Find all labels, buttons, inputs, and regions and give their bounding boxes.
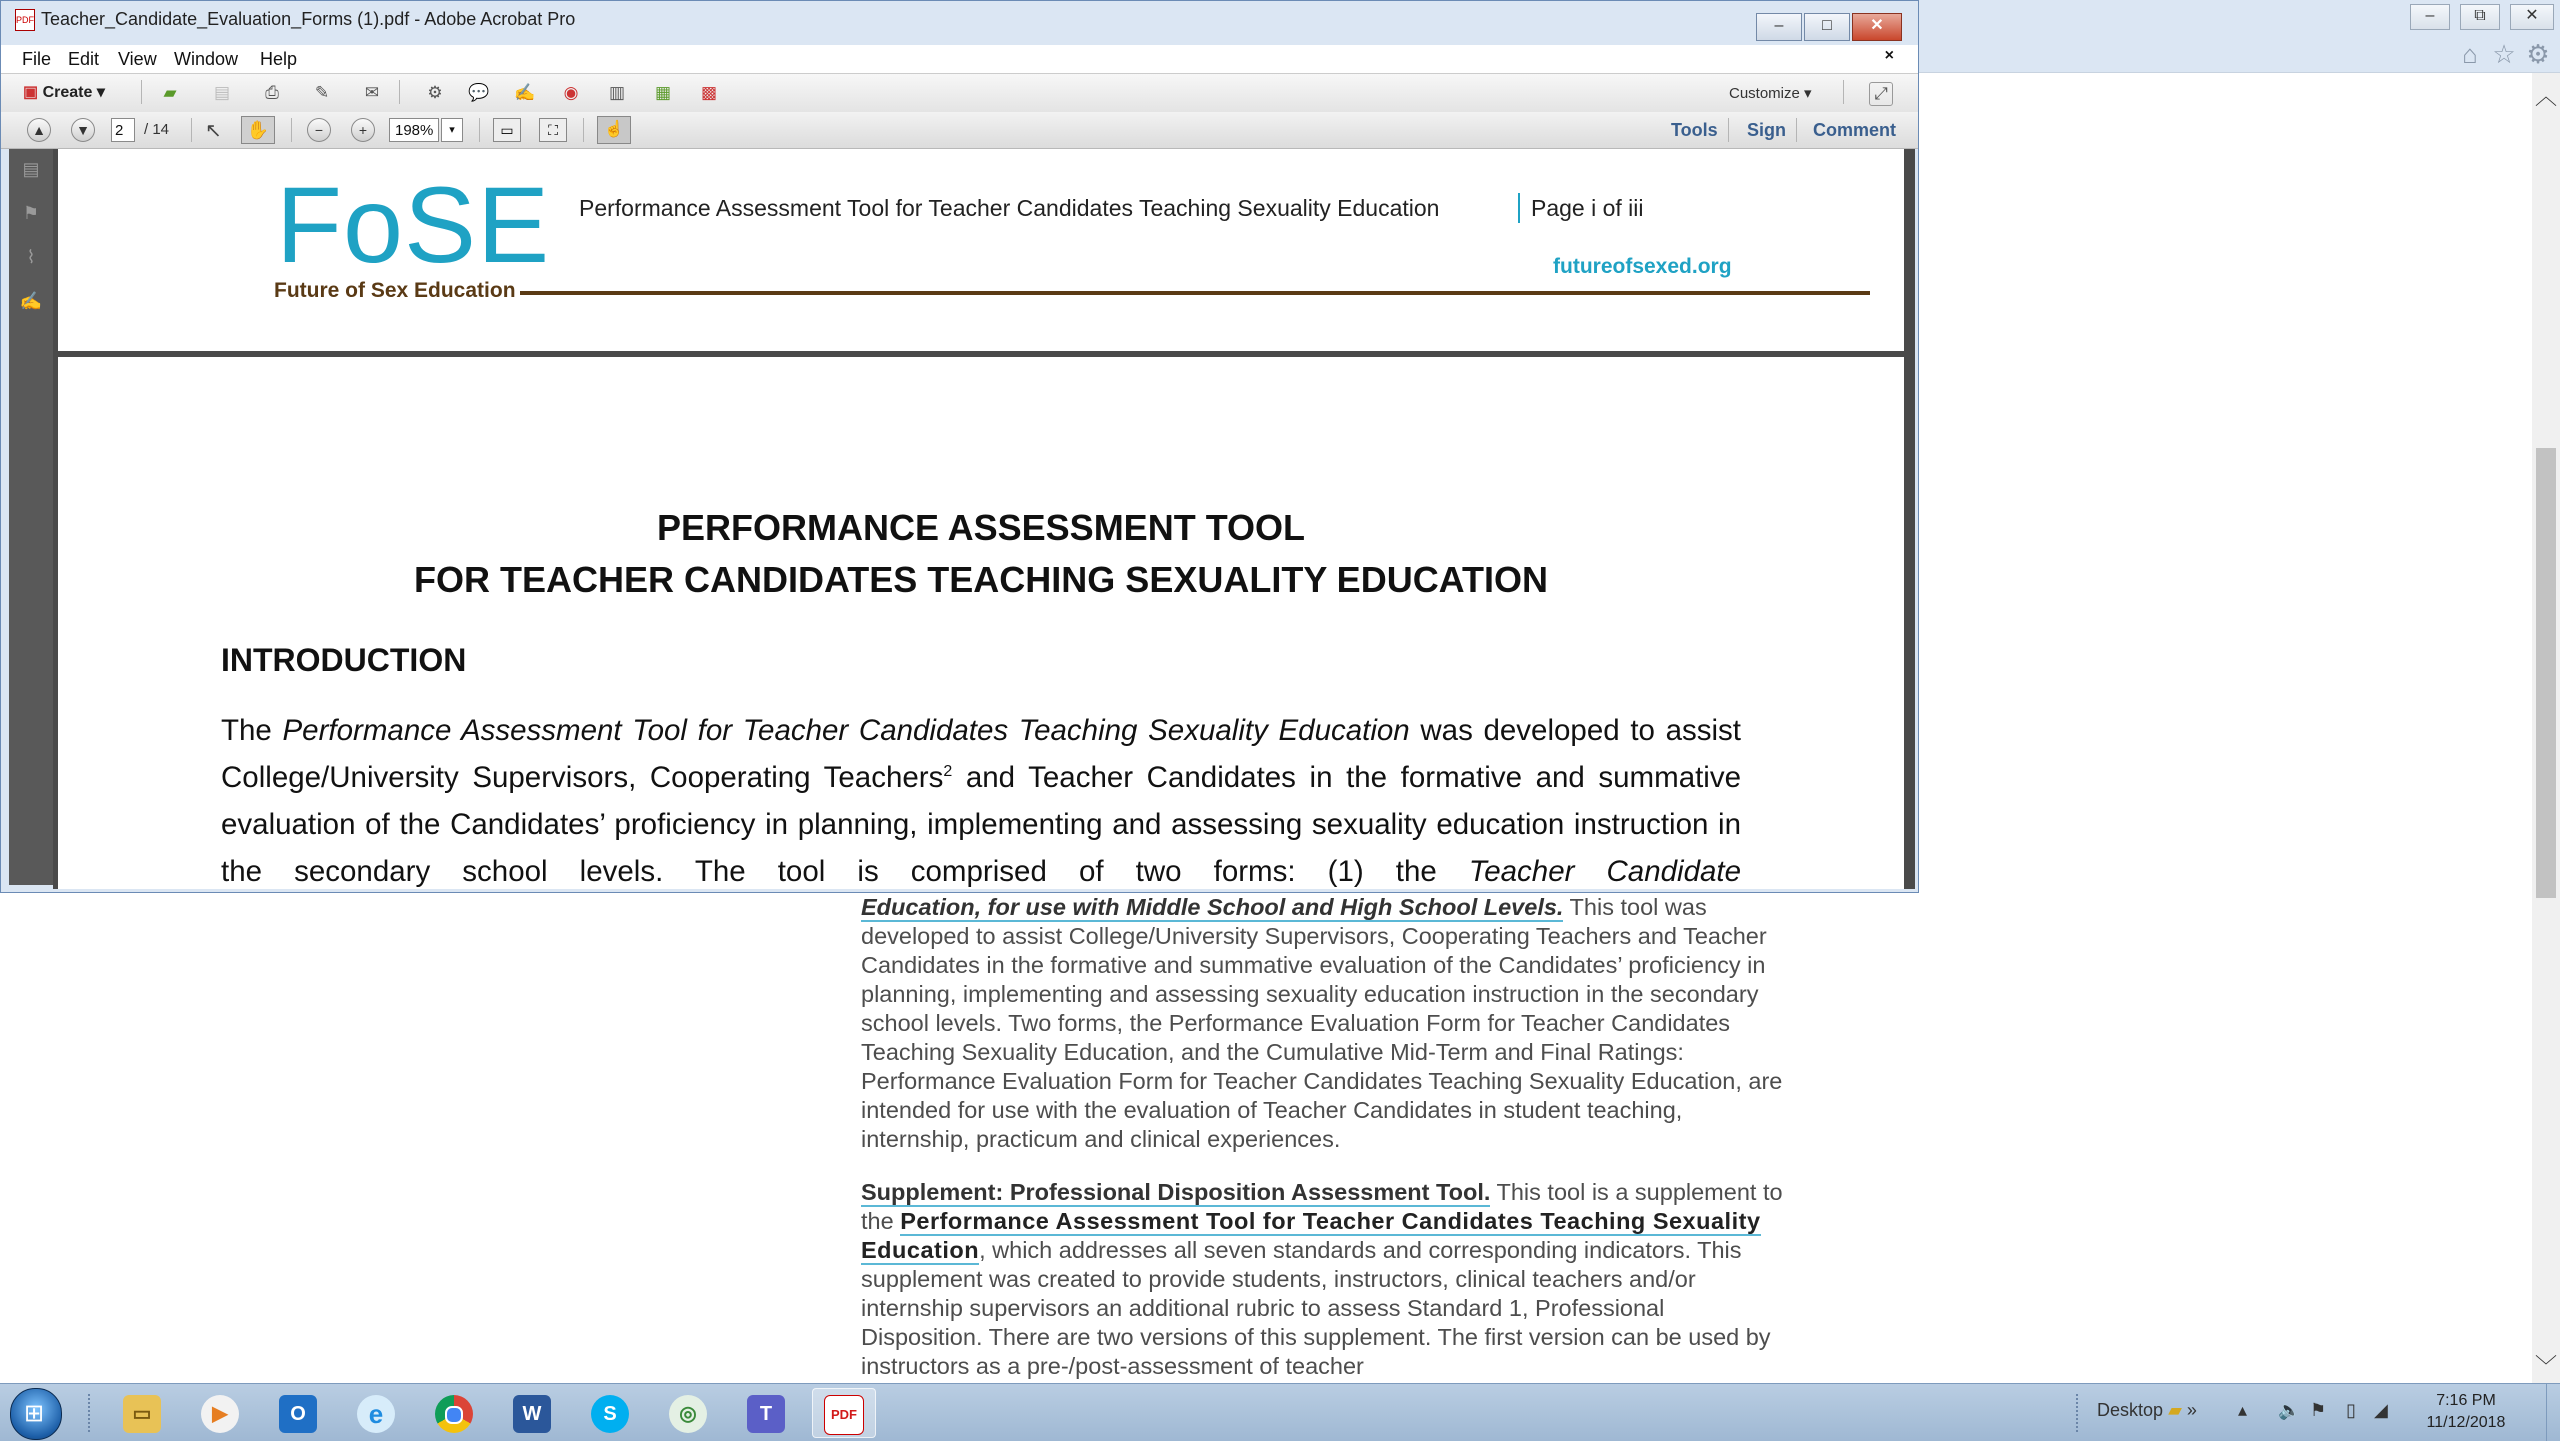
acrobat-window xyxy=(0,0,1919,893)
browser-scrollbar[interactable] xyxy=(2532,73,2560,1383)
favorites-star-icon[interactable]: ☆ xyxy=(2492,39,2516,69)
zoom-out-icon[interactable]: − xyxy=(307,118,331,142)
signatures-icon[interactable]: ✍ xyxy=(19,291,43,311)
header-page-number: Page i of iii xyxy=(1531,195,1644,221)
acrobat-pdf-icon: PDF xyxy=(824,1395,864,1435)
expand-icon[interactable]: ⤢ xyxy=(1869,82,1893,106)
header-url-link[interactable]: futureofsexed.org xyxy=(1553,255,1732,278)
system-clock[interactable] xyxy=(2406,1390,2526,1434)
web-paragraph-2-text-b: , which addresses all seven standards and corresponding indicators. This supplement was created to provide students, instructors, clinical teachers and/or internship supervisors an additional rubric to assess Standard 1, Professional Disposition. There are two versions of this supplement. The first version can be used by instructors as a pre-/post-assessment of teacher xyxy=(861,1237,1771,1379)
document-heading-line-2: FOR TEACHER CANDIDATES TEACHING SEXUALITY EDUCATION xyxy=(413,559,1549,600)
stamp-icon[interactable]: ◉ xyxy=(563,83,579,102)
taskbar-chrome[interactable] xyxy=(422,1388,486,1438)
menu-help[interactable]: Help xyxy=(260,49,298,69)
browser-minimize-button[interactable]: – xyxy=(2410,4,2450,30)
redact-icon[interactable]: ▩ xyxy=(700,83,718,102)
show-hidden-icons-icon[interactable]: ▴ xyxy=(2238,1400,2248,1420)
scroll-up-arrow-icon[interactable]: ︿ xyxy=(2534,84,2557,109)
toolbar-separator xyxy=(399,80,400,104)
taskbar-grip xyxy=(2076,1394,2086,1432)
web-link-supplement[interactable]: Supplement: Professional Disposition Assessment Tool. xyxy=(861,1179,1491,1205)
acrobat-close-button[interactable]: ✕ xyxy=(1852,13,1902,41)
chrome-icon xyxy=(435,1395,473,1433)
navigation-toolbar xyxy=(1,112,1918,149)
edit-pen-icon[interactable]: ✎ xyxy=(314,83,330,102)
intro-italic-form-name: Teacher Candidate xyxy=(1468,855,1741,888)
windows-logo-icon: ⊞ xyxy=(24,1400,45,1427)
desktop-label: Desktop xyxy=(2097,1400,2164,1420)
show-desktop-button[interactable] xyxy=(2546,1384,2560,1441)
taskbar-acrobat[interactable] xyxy=(812,1388,876,1438)
previous-page-icon[interactable]: ▲ xyxy=(27,118,51,142)
introduction-paragraph xyxy=(221,707,1741,889)
network-globe-icon: ◎ xyxy=(669,1395,707,1433)
menu-file[interactable]: File xyxy=(22,49,52,69)
main-toolbar xyxy=(1,73,1918,113)
taskbar-file-explorer[interactable] xyxy=(110,1388,174,1438)
intro-text-b: was developed to assist College/University Supervisors, Cooperating Teachers xyxy=(221,714,1741,794)
pdf-page-content xyxy=(58,357,1904,889)
scroll-down-arrow-icon[interactable]: ﹀ xyxy=(2534,1354,2557,1379)
web-paragraph-1-text: This tool was developed to assist College/University Supervisors, Cooperating Teachers and Teacher Candidates in the formative and summative evaluation of the Candidates’ proficiency in planning, implementing and assessing sexuality education instruction in the secondary school levels. Two forms, the Performance Evaluation Form for Teacher Candidates Teaching Sexuality Education, and the Cumulative Mid-Term and Final Ratings: Performance Evaluation Form for Teacher Candidates Teaching Sexuality Education, are intended for use with the evaluation of Teacher Candidates in student teaching, internship, practicum and clinical experiences. xyxy=(861,894,1783,1152)
taskbar-internet-explorer[interactable] xyxy=(344,1388,408,1438)
zoom-level-input[interactable] xyxy=(389,118,439,142)
taskbar-word[interactable] xyxy=(500,1388,564,1438)
attachments-paperclip-icon[interactable]: ⌇ xyxy=(26,247,36,267)
taskbar-media-player[interactable] xyxy=(188,1388,252,1438)
next-page-icon[interactable]: ▼ xyxy=(71,118,95,142)
web-link-performance-tool[interactable]: Education, for use with Middle School and High School Levels. xyxy=(861,894,1564,920)
fose-logo: FoSE xyxy=(276,164,551,285)
folder-icon: ▭ xyxy=(123,1395,161,1433)
menu-edit[interactable]: Edit xyxy=(68,49,100,69)
open-folder-icon[interactable]: ▰ xyxy=(163,83,177,102)
customize-label: Customize xyxy=(1729,85,1800,102)
comment-bubble-icon[interactable]: 💬 xyxy=(468,83,490,102)
print-icon[interactable]: ⎙ xyxy=(265,83,279,102)
acrobat-maximize-button[interactable]: □ xyxy=(1804,13,1850,41)
taskbar-skype[interactable] xyxy=(578,1388,642,1438)
internet-explorer-icon: e xyxy=(357,1395,395,1433)
acrobat-minimize-button[interactable]: – xyxy=(1756,13,1802,41)
volume-speaker-icon[interactable]: 🔈 xyxy=(2278,1400,2301,1420)
toolbar-separator xyxy=(583,118,584,142)
word-icon: W xyxy=(513,1395,551,1433)
toolbar-separator xyxy=(1796,118,1797,142)
action-center-flag-icon[interactable]: ⚑ xyxy=(2310,1400,2327,1420)
zoom-in-icon[interactable]: + xyxy=(351,118,375,142)
window-title-text: Teacher_Candidate_Evaluation_Forms (1).pdf - Adobe Acrobat Pro xyxy=(41,9,576,29)
footnote-marker: 2 xyxy=(943,763,953,781)
section-heading-introduction: INTRODUCTION xyxy=(221,642,467,678)
web-paragraph-2-text-a: This tool is a supplement to the xyxy=(861,1179,1783,1234)
outlook-icon: O xyxy=(279,1395,317,1433)
customize-dropdown[interactable]: Customize ▾ xyxy=(1729,85,1812,102)
create-label: Create xyxy=(42,84,93,101)
acrobat-window-title xyxy=(15,9,575,31)
fit-page-icon[interactable]: ▭ xyxy=(493,118,521,142)
menu-bar xyxy=(1,45,1918,73)
page-number-input[interactable] xyxy=(111,118,135,142)
highlight-comment-icon[interactable]: ✍ xyxy=(514,83,536,102)
skype-icon: S xyxy=(591,1395,629,1433)
windows-taskbar xyxy=(0,1383,2560,1441)
intro-italic-title: Performance Assessment Tool for Teacher Candidates Teaching Sexuality Education xyxy=(282,714,1410,747)
comment-pane-link[interactable]: Comment xyxy=(1813,120,1897,140)
create-button[interactable]: ▣ Create ▾ xyxy=(23,84,105,101)
media-play-icon: ▶ xyxy=(201,1395,239,1433)
document-viewport[interactable] xyxy=(53,149,1915,889)
taskbar-network-app[interactable] xyxy=(656,1388,720,1438)
header-rule xyxy=(520,291,1870,295)
pdf-file-icon: PDF xyxy=(15,9,35,31)
intro-text-a: The xyxy=(221,714,283,747)
document-heading xyxy=(58,502,1904,606)
web-article-text xyxy=(861,893,1791,1405)
menu-window[interactable]: Window xyxy=(174,49,239,69)
web-link-performance-tool-2[interactable]: Performance Assessment Tool for Teacher Candidates Teaching Sexuality Education xyxy=(861,1208,1761,1263)
taskbar-grip xyxy=(88,1394,98,1432)
document-close-icon[interactable]: × xyxy=(1884,47,1894,64)
settings-gear-icon[interactable]: ⚙ xyxy=(2526,39,2550,69)
create-icon: ▣ xyxy=(23,84,39,101)
clock-date: 11/12/2018 xyxy=(2426,1414,2506,1431)
toolbar-separator xyxy=(1728,118,1729,142)
toolbar-separator xyxy=(1843,80,1844,104)
taskbar-teams[interactable] xyxy=(734,1388,798,1438)
pdf-page-header xyxy=(58,149,1904,351)
start-button[interactable] xyxy=(10,1388,62,1440)
battery-icon[interactable]: ▯ xyxy=(2346,1400,2356,1420)
fose-logo-subtitle: Future of Sex Education xyxy=(274,279,516,302)
web-paragraph-1 xyxy=(861,893,1791,1154)
document-heading-line-1: PERFORMANCE ASSESSMENT TOOL xyxy=(656,507,1306,548)
browser-close-button[interactable]: ✕ xyxy=(2510,4,2554,30)
folder-icon: ▰ xyxy=(2168,1400,2182,1420)
scroll-thumb[interactable] xyxy=(2536,448,2556,898)
email-icon[interactable]: ✉ xyxy=(364,83,380,102)
wireless-signal-icon[interactable]: ◢ xyxy=(2374,1400,2388,1420)
bookmarks-icon[interactable]: ⚑ xyxy=(22,203,40,223)
sign-pane-link[interactable]: Sign xyxy=(1747,120,1786,140)
save-icon[interactable]: ▤ xyxy=(213,83,231,102)
zoom-dropdown-icon[interactable]: ▾ xyxy=(441,118,463,142)
desktop-toolbar[interactable]: Desktop ▰ » xyxy=(2097,1400,2197,1420)
header-divider xyxy=(1518,193,1520,223)
intro-text-c: and Teacher Candidates in the formative and summative evaluation of the Candidates’ proficiency in planning, implementing and assessing sexuality education instruction in the secondary school levels. The tool is comprised of two forms: (1) the xyxy=(221,761,1742,888)
navigation-pane xyxy=(9,149,53,885)
read-mode-icon[interactable]: ☝ xyxy=(597,116,631,144)
taskbar-outlook[interactable] xyxy=(266,1388,330,1438)
web-paragraph-2 xyxy=(861,1178,1791,1381)
compare-document-icon[interactable]: ▥ xyxy=(608,83,626,102)
clock-time: 7:16 PM xyxy=(2436,1392,2496,1409)
toolbar-separator xyxy=(479,118,480,142)
page-thumbnails-icon[interactable]: ▤ xyxy=(22,159,40,179)
toolbar-separator xyxy=(141,80,142,104)
export-icon[interactable]: ▦ xyxy=(654,83,672,102)
home-icon[interactable]: ⌂ xyxy=(2462,39,2478,69)
select-cursor-icon[interactable]: ↖ xyxy=(205,120,222,142)
header-document-title: Performance Assessment Tool for Teacher Candidates Teaching Sexuality Education xyxy=(579,195,1440,221)
tools-pane-link[interactable]: Tools xyxy=(1671,120,1718,140)
browser-restore-button[interactable]: ⧉ xyxy=(2460,4,2500,30)
toolbar-separator xyxy=(191,118,192,142)
full-screen-icon[interactable]: ⛶ xyxy=(539,118,567,142)
settings-gear-icon[interactable]: ⚙ xyxy=(427,83,443,102)
menu-view[interactable]: View xyxy=(118,49,157,69)
toolbar-separator xyxy=(291,118,292,142)
hand-tool-icon[interactable]: ✋ xyxy=(241,116,275,144)
page-total: / 14 xyxy=(144,121,170,138)
teams-icon: T xyxy=(747,1395,785,1433)
